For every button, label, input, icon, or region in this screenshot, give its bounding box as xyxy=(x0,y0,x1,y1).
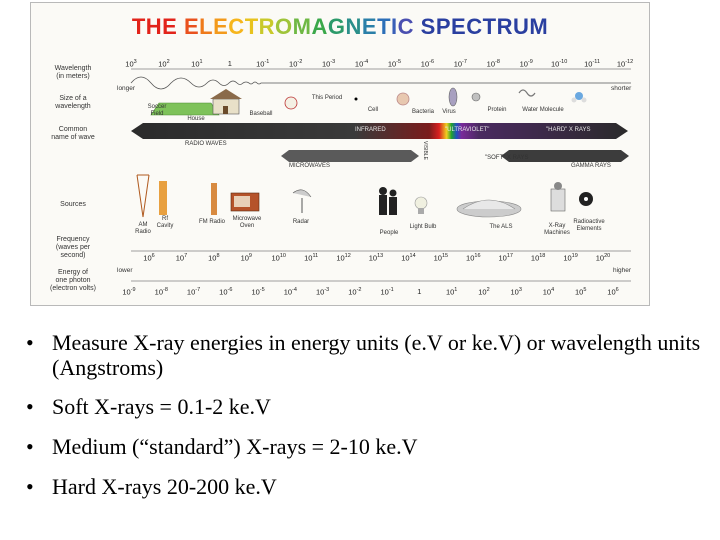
wl-tick: $10^{-9}$ xyxy=(519,59,533,69)
fq-tick: $10^7$ xyxy=(175,253,188,263)
title-letter: C xyxy=(466,14,483,39)
baseball-icon xyxy=(285,97,297,109)
row-label-common-name: Common name of wave xyxy=(51,126,95,141)
source-radar: Radar xyxy=(292,219,310,225)
title-letter: S xyxy=(420,14,436,39)
bullet-glyph: • xyxy=(26,434,34,459)
fq-tick: $10^{18}$ xyxy=(530,253,546,263)
title-letter: T xyxy=(131,14,146,39)
title-letter: E xyxy=(451,14,467,39)
als-building-icon xyxy=(457,200,521,217)
en-tick: $10^1$ xyxy=(445,287,458,297)
en-tick: $10^4$ xyxy=(542,287,555,297)
title-letter: U xyxy=(512,14,530,39)
title-letter: R xyxy=(258,14,276,39)
source-light-bulb: Light Bulb xyxy=(409,224,437,230)
fq-tick: $10^{11}$ xyxy=(304,253,319,263)
bullet-text: Medium (“standard”) X-rays = 2-10 ke.V xyxy=(52,434,418,459)
band-ultraviolet: "ULTRAVIOLET" xyxy=(445,127,490,133)
source-people: People xyxy=(379,230,399,236)
wl-tick: $10^3$ xyxy=(125,59,137,69)
wl-tick: $10^{-11}$ xyxy=(584,59,601,69)
title-letter: G xyxy=(327,14,346,39)
wl-tick: $10^{-12}$ xyxy=(616,59,634,69)
en-tick: $10^2$ xyxy=(478,287,490,297)
source-fm-radio: FM Radio xyxy=(198,219,226,225)
en-tick: $10^{-5}$ xyxy=(251,287,265,297)
title-letter: H xyxy=(145,14,163,39)
am-radio-tower-icon xyxy=(137,175,149,217)
bullet-text: Measure X-ray energies in energy units (e.V or ke.V) or wavelength units (Angstroms) xyxy=(52,330,701,380)
fq-tick: $10^{13}$ xyxy=(368,253,384,263)
size-label-house: House xyxy=(187,116,205,122)
title-letter: E xyxy=(213,14,229,39)
wl-tick: $10^2$ xyxy=(158,59,170,69)
en-tick: $10^{-8}$ xyxy=(154,287,168,297)
wl-tick: $10^1$ xyxy=(191,59,203,69)
title-letter: E xyxy=(361,14,378,39)
title-letter: T xyxy=(482,14,497,39)
title-letter: L xyxy=(199,14,214,39)
en-tick: $10^{-1}$ xyxy=(380,287,394,297)
protein-icon xyxy=(519,90,535,96)
source-microwave-oven: Microwave Oven xyxy=(232,216,262,229)
rf-cavity-icon xyxy=(159,181,167,215)
wavelength-sine xyxy=(131,77,631,89)
title-letter: T xyxy=(377,14,392,39)
wl-tick: $10^{-8}$ xyxy=(486,59,500,69)
microwave-band-arrow xyxy=(281,150,419,162)
size-label-period: This Period xyxy=(311,95,343,101)
fq-tick: $10^{17}$ xyxy=(498,253,513,263)
en-tick: $10^{-3}$ xyxy=(315,287,330,297)
title-letter: O xyxy=(275,14,293,39)
bullet-item xyxy=(24,474,704,499)
longer-label: longer xyxy=(117,85,136,92)
title-letter: P xyxy=(435,14,452,39)
radar-dish-icon xyxy=(293,190,311,213)
bullet-text: Soft X-rays = 0.1-2 ke.V xyxy=(52,394,271,419)
en-tick: 1 xyxy=(417,287,422,296)
row-label-size: Size of a wavelength xyxy=(55,95,91,110)
row-label-wavelength: Wavelength (in meters) xyxy=(54,65,92,80)
source-radioactive: Radioactive Elements xyxy=(573,219,605,232)
house-icon xyxy=(210,89,242,114)
wl-tick: $10^{-1}$ xyxy=(256,59,270,69)
period-icon xyxy=(355,98,358,101)
bullet-item xyxy=(24,434,704,459)
title-letter: C xyxy=(397,14,415,39)
fq-tick: $10^8$ xyxy=(208,253,220,263)
wl-tick: $10^{-7}$ xyxy=(453,59,467,69)
title-letter: A xyxy=(311,14,328,39)
bullet-item xyxy=(24,330,704,380)
band-gamma: GAMMA RAYS xyxy=(571,163,611,169)
bacteria-icon xyxy=(449,88,457,106)
fq-tick: $10^{10}$ xyxy=(271,253,286,263)
band-soft-xrays: "SOFT" X RAYS xyxy=(485,155,529,161)
title-letter: E xyxy=(162,14,178,39)
lower-label: lower xyxy=(117,267,133,274)
size-label-cell: Cell xyxy=(367,107,379,113)
cell-icon xyxy=(397,93,409,105)
fq-tick: $10^{14}$ xyxy=(401,253,416,263)
virus-icon xyxy=(472,93,480,101)
row-label-energy: Energy of one photon (electron volts) xyxy=(50,269,96,292)
bullet-glyph: • xyxy=(26,474,34,499)
source-rf-cavity: Rf Cavity xyxy=(156,216,174,229)
row-label-frequency: Frequency (waves per second) xyxy=(55,236,91,259)
wl-tick: $10^{-4}$ xyxy=(354,59,369,69)
size-label-protein: Protein xyxy=(487,107,507,113)
title-letter: R xyxy=(496,14,513,39)
wl-tick: $10^{-5}$ xyxy=(387,59,402,69)
fq-tick: $10^9$ xyxy=(240,253,252,263)
bullet-list xyxy=(24,330,704,514)
title-letter: N xyxy=(345,14,362,39)
light-bulb-icon xyxy=(415,197,427,214)
en-tick: $10^6$ xyxy=(607,287,619,297)
title-letter: E xyxy=(183,14,200,39)
band-microwaves: MICROWAVES xyxy=(289,163,331,169)
bullet-glyph: • xyxy=(26,394,34,419)
wl-tick: 1 xyxy=(227,59,232,68)
fq-tick: $10^{12}$ xyxy=(336,253,351,263)
row-label-sources: Sources xyxy=(60,201,86,208)
source-als: The ALS xyxy=(489,224,513,230)
band-hard-xrays: "HARD" X RAYS xyxy=(546,127,591,133)
fm-radio-icon xyxy=(211,183,217,215)
size-label-soccer: Soccer Field xyxy=(147,104,167,117)
higher-label: higher xyxy=(613,267,632,274)
spectrum-diagram xyxy=(30,2,650,306)
wl-tick: $10^{-10}$ xyxy=(550,59,568,69)
size-label-water: Water Molecule xyxy=(522,107,564,113)
en-tick: $10^3$ xyxy=(510,287,522,297)
microwave-oven-icon xyxy=(231,193,259,211)
fq-tick: $10^{20}$ xyxy=(595,253,611,263)
xray-machine-icon xyxy=(551,182,565,211)
en-tick: $10^{-2}$ xyxy=(348,287,362,297)
title-letter: T xyxy=(244,14,259,39)
people-icon xyxy=(379,187,397,215)
bullet-item xyxy=(24,394,704,419)
fq-tick: $10^{15}$ xyxy=(433,253,449,263)
shorter-label: shorter xyxy=(611,85,632,92)
fq-tick: $10^6$ xyxy=(143,253,155,263)
band-infrared: INFRARED xyxy=(355,127,386,133)
source-am-radio: AM Radio xyxy=(135,222,151,235)
en-tick: $10^{-6}$ xyxy=(219,287,233,297)
band-radio: RADIO WAVES xyxy=(185,141,227,147)
wl-tick: $10^{-2}$ xyxy=(289,59,303,69)
wl-tick: $10^{-3}$ xyxy=(321,59,336,69)
size-label-bacteria: Bacteria xyxy=(411,109,435,115)
title-letter: I xyxy=(391,14,398,39)
source-xray-machines: X-Ray Machines xyxy=(544,223,570,236)
radioactive-icon xyxy=(579,192,593,206)
water-molecule-icon xyxy=(572,92,587,103)
size-label-baseball: Baseball xyxy=(249,111,273,117)
en-tick: $10^5$ xyxy=(575,287,587,297)
title-letter: M xyxy=(529,14,549,39)
band-visible: VISIBLE xyxy=(422,141,428,160)
en-tick: $10^{-4}$ xyxy=(283,287,297,297)
bullet-glyph: • xyxy=(26,330,34,355)
title-letter: C xyxy=(228,14,245,39)
size-label-virus: Virus xyxy=(442,109,456,115)
title-letter: M xyxy=(292,14,312,39)
en-tick: $10^{-9}$ xyxy=(122,287,136,297)
fq-tick: $10^{16}$ xyxy=(466,253,481,263)
fq-tick: $10^{19}$ xyxy=(563,253,578,263)
en-tick: $10^{-7}$ xyxy=(186,287,201,297)
bullet-text: Hard X-rays 20-200 ke.V xyxy=(52,474,277,499)
wl-tick: $10^{-6}$ xyxy=(420,59,435,69)
